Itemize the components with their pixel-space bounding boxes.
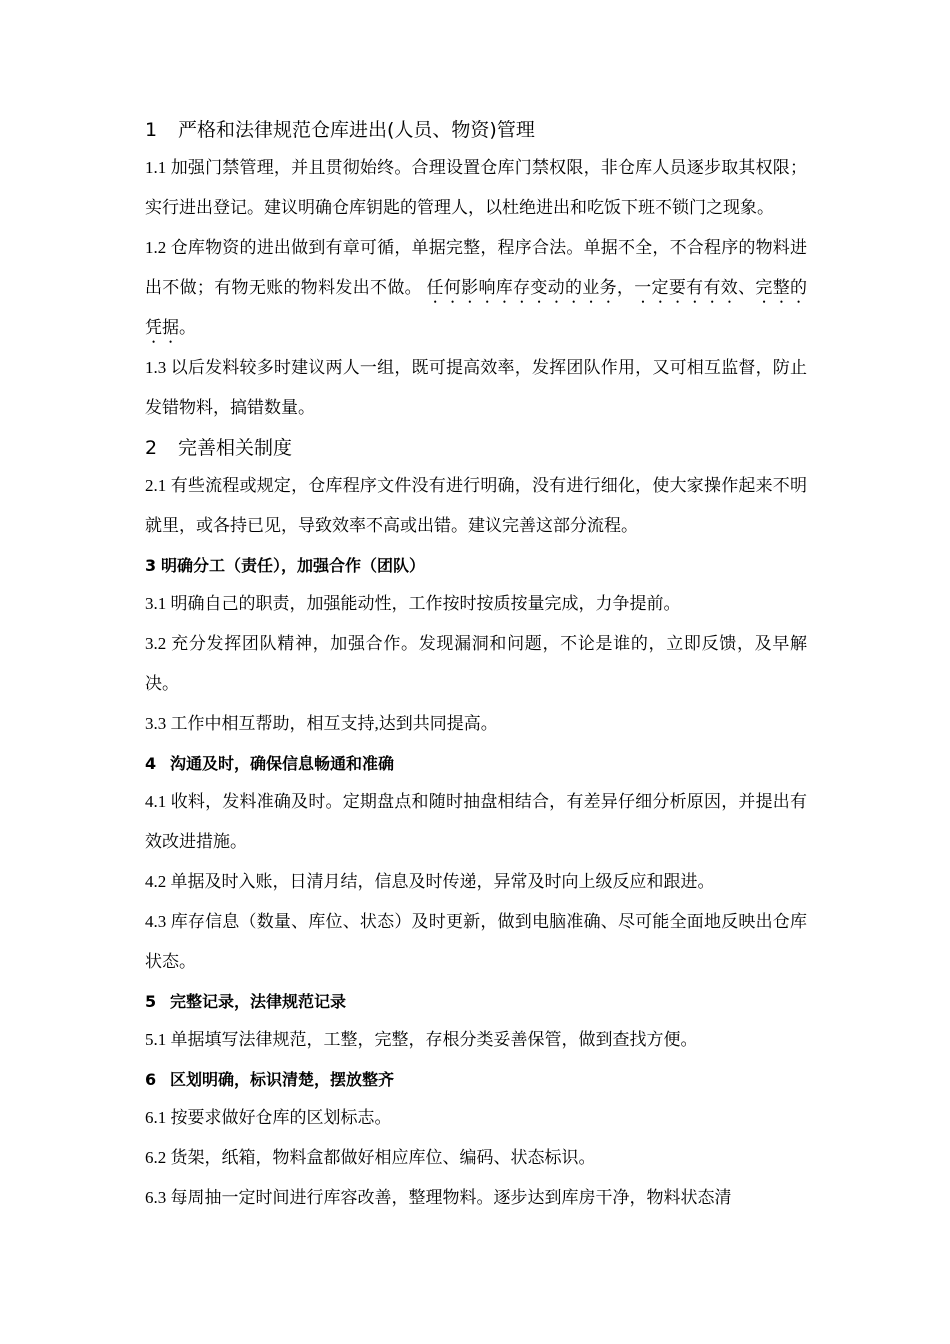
- paragraph-1-2-emphasis: 任何影响库存变动的业务，一定要有有效、完整的凭据。: [145, 278, 808, 337]
- section-3-number: 3: [145, 556, 157, 575]
- section-2-title: 完善相关制度: [178, 437, 293, 459]
- section-6-heading: [145, 1068, 807, 1092]
- section-3-title: 明确分工（责任），加强合作（团队）: [161, 556, 426, 575]
- paragraph-1-1: 1.1 加强门禁管理，并且贯彻始终。合理设置仓库门禁权限，非仓库人员逐步取其权限；实行进出登记。建议明确仓库钥匙的管理人，以杜绝进出和吃饭下班不锁门之现象。: [145, 158, 807, 217]
- section-5-title: 完整记录，法律规范记录: [170, 992, 347, 1011]
- paragraph-1-2: [145, 228, 807, 348]
- paragraph-6-3: 6.3 每周抽一定时间进行库容改善，整理物料。逐步达到库房干净，物料状态清: [145, 1188, 732, 1207]
- section-2-heading: [145, 434, 807, 462]
- paragraph-3-2: 3.2 充分发挥团队精神，加强合作。发现漏洞和问题，不论是谁的，立即反馈，及早解决。: [145, 634, 807, 693]
- section-6-number: 6: [145, 1070, 157, 1089]
- section-3-heading: [145, 554, 807, 578]
- paragraph-4-1: 4.1 收料，发料准确及时。定期盘点和随时抽盘相结合，有差异仔细分析原因，并提出有效改进措施。: [145, 792, 807, 851]
- section-1-title: 严格和法律规范仓库进出(人员、物资)管理: [178, 119, 535, 141]
- paragraph-6-2: 6.2 货架，纸箱，物料盒都做好相应库位、编码、状态标识。: [145, 1148, 596, 1167]
- document-page: [145, 110, 807, 1218]
- section-1-heading: [145, 116, 807, 144]
- section-4-title: 沟通及时，确保信息畅通和准确: [170, 754, 395, 773]
- section-4-number: 4: [145, 754, 157, 773]
- section-4-heading: [145, 752, 807, 776]
- section-5-number: 5: [145, 992, 157, 1011]
- paragraph-4-3: 4.3 库存信息（数量、库位、状态）及时更新，做到电脑准确、尽可能全面地反映出仓库状态。: [145, 912, 807, 971]
- paragraph-4-2: 4.2 单据及时入账，日清月结，信息及时传递，异常及时向上级反应和跟进。: [145, 872, 715, 891]
- paragraph-3-3: 3.3 工作中相互帮助，相互支持,达到共同提高。: [145, 714, 498, 733]
- section-6-title: 区划明确，标识清楚，摆放整齐: [170, 1070, 395, 1089]
- paragraph-6-1: 6.1 按要求做好仓库的区划标志。: [145, 1108, 392, 1127]
- paragraph-1-2-text: 1.2 仓库物资的进出做到有章可循，单据完整，程序合法。单据不全，不合程序的物料进出不做；有物无账的物料发出不做。: [145, 238, 807, 297]
- paragraph-1-3: 1.3 以后发料较多时建议两人一组，既可提高效率，发挥团队作用，又可相互监督，防止发错物料，搞错数量。: [145, 358, 807, 417]
- section-2-number: 2: [145, 437, 158, 459]
- paragraph-3-1: 3.1 明确自己的职责，加强能动性，工作按时按质按量完成，力争提前。: [145, 594, 681, 613]
- paragraph-5-1: 5.1 单据填写法律规范，工整，完整，存根分类妥善保管，做到查找方便。: [145, 1030, 698, 1049]
- paragraph-2-1: 2.1 有些流程或规定，仓库程序文件没有进行明确，没有进行细化，使大家操作起来不明就里，或各持已见，导致效率不高或出错。建议完善这部分流程。: [145, 476, 807, 535]
- section-5-heading: [145, 990, 807, 1014]
- section-1-number: 1: [145, 119, 158, 141]
